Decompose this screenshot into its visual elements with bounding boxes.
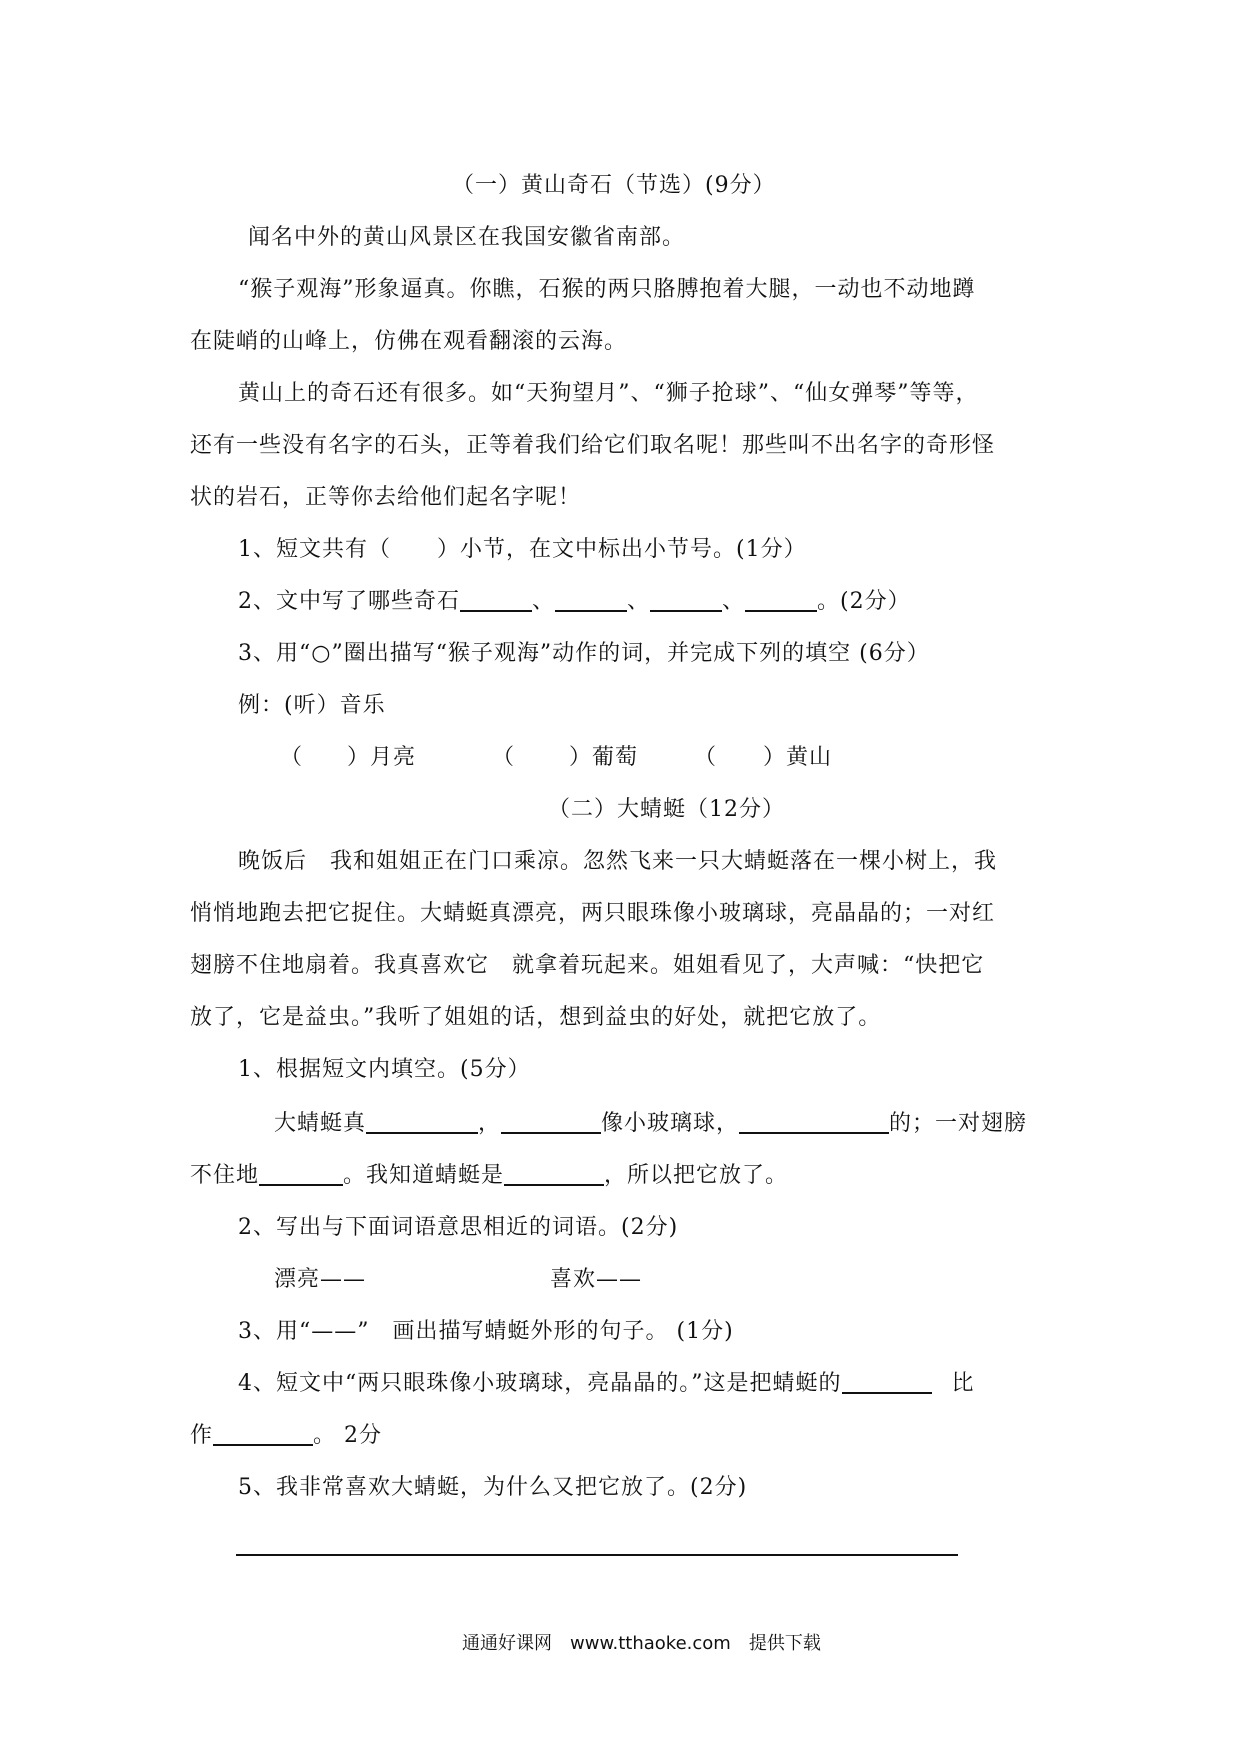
section2-para-line2: 悄悄地跑去把它捉住。大蜻蜓真漂亮，两只眼珠像小玻璃球，亮晶晶的；一对红 <box>190 901 996 926</box>
fill-text: ， <box>478 1111 502 1136</box>
answer-blank[interactable] <box>259 1162 343 1186</box>
answer-blank[interactable] <box>501 1110 601 1134</box>
question4-points: 。 2分 <box>313 1423 383 1448</box>
question2-points: 。(2分） <box>817 589 911 614</box>
fill-text: 不住地 <box>190 1163 260 1188</box>
fill-text: 像小玻璃球， <box>601 1111 740 1136</box>
example-line: 例：(听）音乐 <box>238 693 386 718</box>
fill-word: ）黄山 <box>763 745 833 770</box>
section2-para-line3: 翅膀不住地扇着。我真喜欢它 就拿着玩起来。姐姐看见了，大声喊：“快把它 <box>190 953 985 978</box>
open-paren: （ <box>694 745 718 770</box>
answer-blank[interactable] <box>213 1422 313 1446</box>
section2-question3: 3、用“——” 画出描写蜻蜓外形的句子。 (1分) <box>238 1319 734 1344</box>
section1-para1: 闻名中外的黄山风景区在我国安徽省南部。 <box>248 225 686 250</box>
section2-para-line1: 晚饭后 我和姐姐正在门口乘凉。忽然飞来一只大蜻蜓落在一棵小树上，我 <box>238 849 998 874</box>
open-paren: （ <box>492 745 516 770</box>
section1-para3-line3: 状的岩石，正等你去给他们起名字呢！ <box>190 485 582 510</box>
section1-para3-line1: 黄山上的奇石还有很多。如“天狗望月”、“狮子抢球”、“仙女弹琴”等等， <box>238 381 979 406</box>
section2-question4-line2 <box>190 1418 382 1449</box>
open-paren: （ <box>280 745 304 770</box>
section2-title: （二）大蜻蜓（12分） <box>548 797 785 822</box>
synonym-xihuan: 喜欢—— <box>550 1267 643 1292</box>
synonym-piaoliang: 漂亮—— <box>274 1267 367 1292</box>
fill-item-huangshan <box>694 740 832 771</box>
section1-para2-line2: 在陡峭的山峰上，仿佛在观看翻滚的云海。 <box>190 329 628 354</box>
fill-item-moon <box>280 740 416 771</box>
section2-q1-fill-line2 <box>190 1158 788 1189</box>
answer-line[interactable] <box>236 1554 958 1556</box>
fill-word: ）月亮 <box>347 745 417 770</box>
fill-text: 。我知道蜻蜓是 <box>343 1163 505 1188</box>
answer-blank[interactable] <box>504 1162 604 1186</box>
answer-blank[interactable] <box>555 588 627 612</box>
answer-blank[interactable] <box>842 1370 932 1394</box>
fill-word: ）葡萄 <box>569 745 639 770</box>
section1-question1: 1、短文共有（ ）小节，在文中标出小节号。(1分） <box>238 537 807 562</box>
answer-blank[interactable] <box>460 588 532 612</box>
question4-text: 比 <box>951 1371 975 1396</box>
section2-para-line4: 放了，它是益虫。”我听了姐姐的话，想到益虫的好处，就把它放了。 <box>190 1005 882 1030</box>
section1-para3-line2: 还有一些没有名字的石头，正等着我们给它们取名呢！那些叫不出名字的奇形怪 <box>190 433 996 458</box>
fill-item-grape <box>492 740 638 771</box>
section2-question1: 1、根据短文内填空。(5分） <box>238 1057 531 1082</box>
separator: 、 <box>722 589 746 614</box>
question4-text: 4、短文中“两只眼珠像小玻璃球，亮晶晶的。”这是把蜻蜓的 <box>238 1371 842 1396</box>
answer-blank[interactable] <box>739 1110 889 1134</box>
answer-blank[interactable] <box>745 588 817 612</box>
footer-credit: 通通好课网 www.tthaoke.com 提供下载 <box>462 1633 821 1654</box>
section1-para2-line1: “猴子观海”形象逼真。你瞧，石猴的两只胳膊抱着大腿，一动也不动地蹲 <box>238 277 976 302</box>
section1-question3: 3、用“○”圈出描写“猴子观海”动作的词，并完成下列的填空 (6分） <box>238 641 930 666</box>
fill-text: ，所以把它放了。 <box>604 1163 789 1188</box>
separator: 、 <box>627 589 651 614</box>
section2-question4-line1 <box>238 1366 975 1397</box>
separator: 、 <box>532 589 556 614</box>
fill-text: 的；一对翅膀 <box>889 1111 1028 1136</box>
section2-question5: 5、我非常喜欢大蜻蜓，为什么又把它放了。(2分) <box>238 1475 748 1500</box>
section2-q1-fill-line1 <box>274 1106 1027 1137</box>
question2-text: 2、文中写了哪些奇石 <box>238 589 460 614</box>
question4-text: 作 <box>190 1423 214 1448</box>
section1-question2 <box>238 584 911 615</box>
section1-title: （一）黄山奇石（节选）(9分） <box>452 173 776 198</box>
answer-blank[interactable] <box>366 1110 478 1134</box>
fill-text: 大蜻蜓真 <box>274 1111 367 1136</box>
section2-question2: 2、写出与下面词语意思相近的词语。(2分) <box>238 1215 679 1240</box>
answer-blank[interactable] <box>650 588 722 612</box>
